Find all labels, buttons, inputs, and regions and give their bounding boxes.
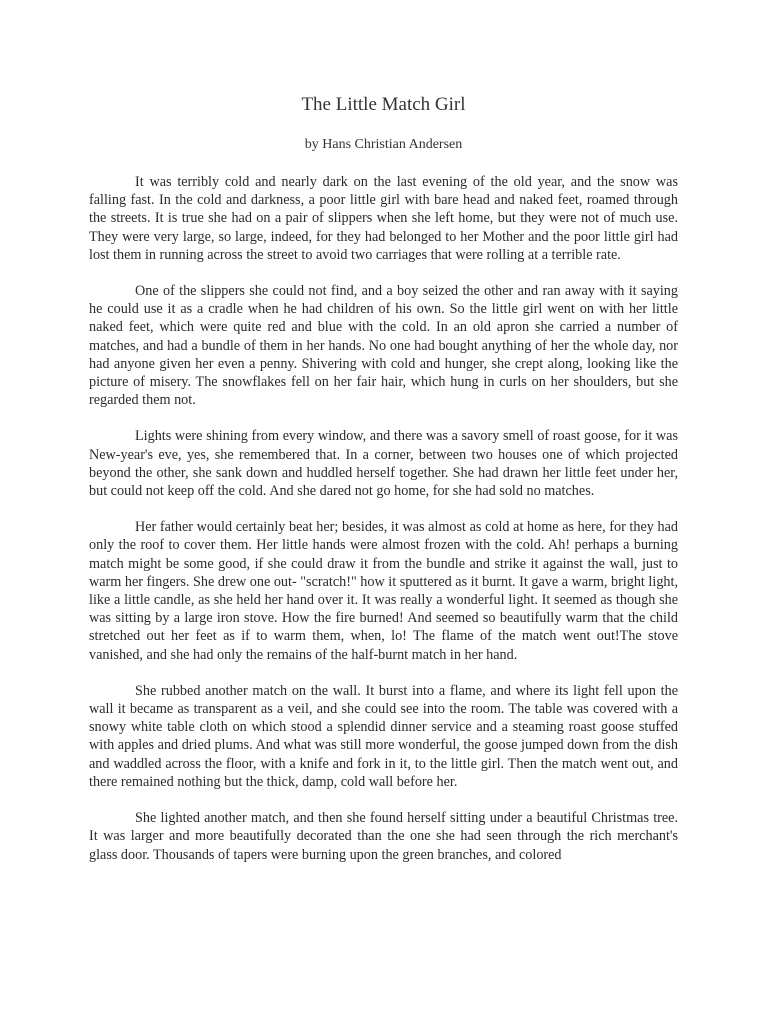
paragraph-6: She lighted another match, and then she found herself sitting under a beautiful Christmas tree. It was larger and more beautifully decorated than the one she had seen through the rich merchant's glass door. Thousands of tapers were burning upon the green branches, and colored	[89, 810, 678, 863]
document-page	[89, 0, 678, 1024]
document-title: The Little Match Girl	[301, 94, 466, 115]
paragraph-4: Her father would certainly beat her; besides, it was almost as cold at home as here, for they had only the roof to cover them. Her little hands were almost frozen with the cold. Ah! perhaps a burning match might be some good, if she could draw it from the bundle and strike it against the wall, just to warm her fingers. She drew one out- "scratch!" how it sputtered as it burnt. It gave a warm, bright light, like a little candle, as she held her hand over it. It was really a wonderful light. It seemed as though she was sitting by a large iron stove. How the fire burned! And seemed so beautifully warm that the child stretched out her feet as if to warm them, when, lo! The flame of the match went out!The stove vanished, and she had only the remains of the half-burnt match in her hand.	[89, 519, 678, 663]
paragraph-1: It was terribly cold and nearly dark on the last evening of the old year, and the snow was falling fast. In the cold and darkness, a poor little girl with bare head and naked feet, roamed through the streets. It is true she had on a pair of slippers when she left home, but they were not of much use. They were very large, so large, indeed, for they had belonged to her Mother and the poor little girl had lost them in running across the street to avoid two carriages that were rolling at a terrible rate.	[89, 174, 678, 263]
paragraph-2: One of the slippers she could not find, and a boy seized the other and ran away with it saying he could use it as a cradle when he had children of his own. So the little girl went on with her little naked feet, which were quite red and blue with the cold. In an old apron she carried a number of matches, and had a bundle of them in her hands. No one had bought anything of her the whole day, nor had anyone given her even a penny. Shivering with cold and hunger, she crept along, looking like the picture of misery. The snowflakes fell on her fair hair, which hung in curls on her shoulders, but she regarded them not.	[89, 283, 678, 409]
document-byline: by Hans Christian Andersen	[304, 137, 463, 152]
paragraph-3: Lights were shining from every window, and there was a savory smell of roast goose, for it was New-year's eve, yes, she remembered that. In a corner, between two houses one of which projected beyond the other, she sank down and huddled herself together. She had drawn her little feet under her, but could not keep off the cold. And she dared not go home, for she had sold no matches.	[89, 428, 678, 500]
paragraph-5: She rubbed another match on the wall. It burst into a flame, and where its light fell upon the wall it became as transparent as a veil, and she could see into the room. The table was covered with a snowy white table cloth on which stood a splendid dinner service and a steaming roast goose stuffed with apples and dried plums. And what was still more wonderful, the goose jumped down from the dish and waddled across the floor, with a knife and fork in it, to the little girl. Then the match went out, and there remained nothing but the thick, damp, cold wall before her.	[89, 682, 678, 790]
document-body	[89, 173, 678, 882]
